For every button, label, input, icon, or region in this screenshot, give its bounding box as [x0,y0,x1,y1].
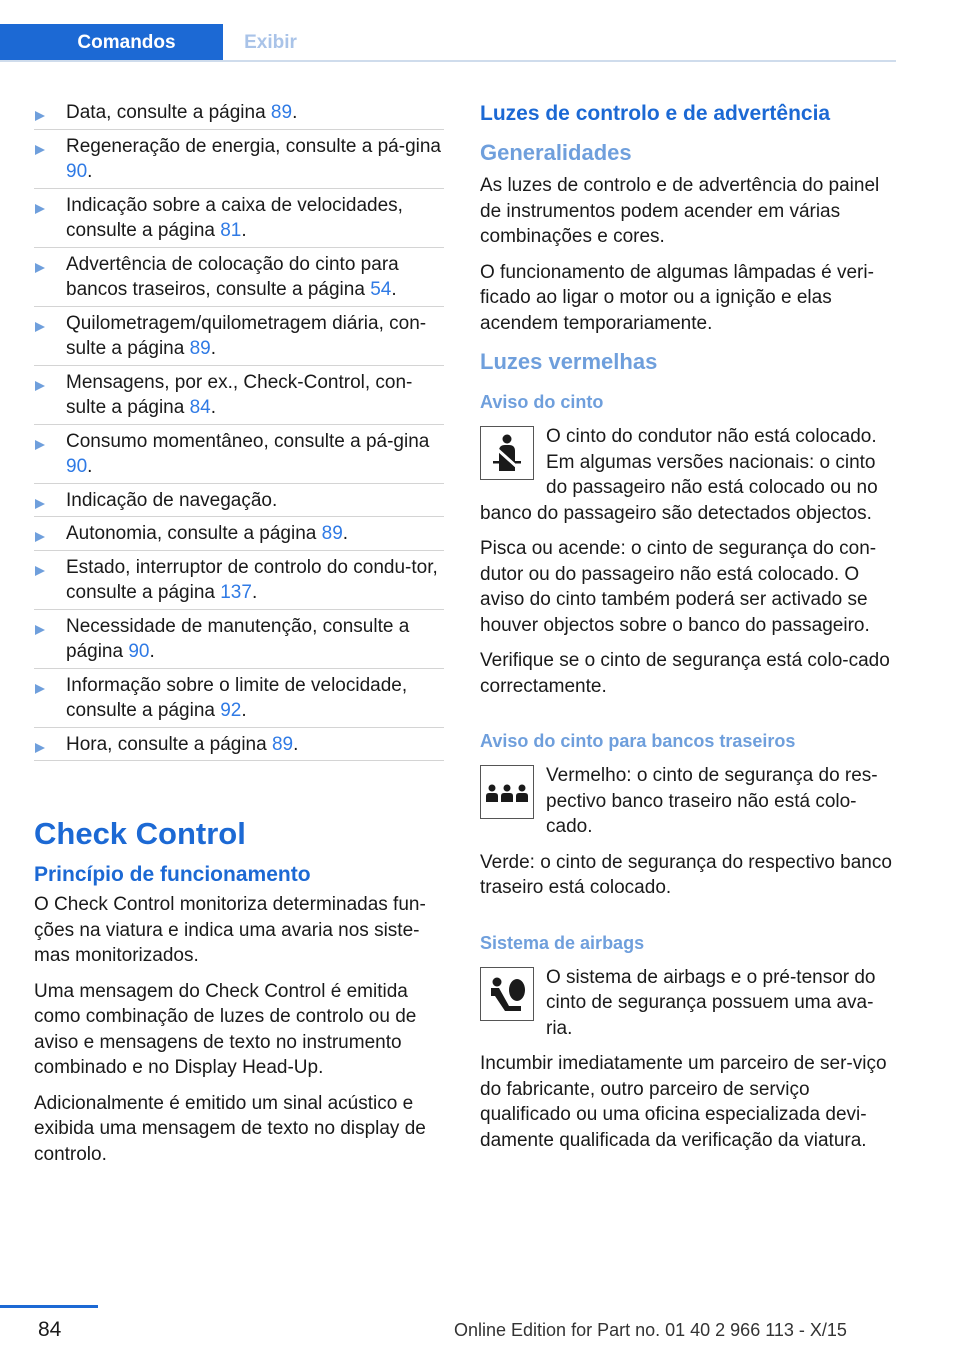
list-item [34,134,444,185]
display-items-list [34,100,444,757]
belt-warning-block [480,424,896,536]
list-item-text: Data, consulte a página [66,102,271,123]
list-item [34,673,444,724]
list-item-tail: . [293,733,299,755]
page-link[interactable]: 90 [66,456,88,477]
section-subtitle: Princípio de funcionamento [34,863,311,886]
page-link[interactable]: 90 [66,161,88,182]
list-item-text: Consumo momentâneo, consulte a pá-gina [66,430,430,452]
section-title: Luzes de controlo e de advertência [480,102,831,125]
list-item [34,252,444,303]
list-item [34,555,444,606]
list-item-text: Autonomia, consulte a página [66,523,322,544]
page-link[interactable]: 84 [189,397,211,418]
list-item-text: Indicação sobre a caixa de velocidades, consulte a página [66,194,403,241]
paragraph: As luzes de controlo e de advertência do painel de instrumentos podem acender em várias combinações e cores. [480,175,880,247]
rear-belt-block [480,763,896,850]
paragraph: O funcionamento de algumas lâmpadas é veri-ficado ao ligar o motor ou a ignição e elas acendem temporariamente. [480,261,874,334]
list-item-tail: . [87,161,93,182]
list-item-text: Estado, interruptor de controlo do condu-tor, consulte a página [66,556,438,603]
list-item-tail: . [87,456,93,477]
list-item-tail: . [149,641,155,662]
list-item-text: Indicação de navegação. [66,489,278,511]
list-item [34,614,444,665]
list-item-text: Necessidade de manutenção, consulte a página [66,615,410,662]
item-heading: Aviso do cinto [480,392,604,412]
paragraph: Adicionalmente é emitido um sinal acústico e exibida uma mensagem de texto no display de controlo. [34,1092,426,1165]
list-item-tail: . [241,700,247,721]
rear-seats-icon [480,765,534,819]
page-link[interactable]: 89 [321,523,343,544]
page-link[interactable]: 89 [189,338,211,359]
header-rule [0,60,896,62]
list-item-text: Hora, consulte a página [66,733,272,755]
tab-comandos[interactable]: Comandos [0,24,223,62]
list-item [34,488,444,514]
left-column [34,100,444,1177]
list-item-tail: . [210,397,217,418]
list-item-text: Quilometragem/quilometragem diária, con-sulte a página [66,312,427,359]
item-heading: Aviso do cinto para bancos traseiros [480,731,796,751]
subsection-heading: Luzes vermelhas [480,349,658,374]
paragraph: Uma mensagem do Check Control é emitida como combinação de luzes de controlo ou de aviso e mensagens de texto no instrumento combinado e no Display Head-Up. [34,980,417,1078]
list-item-tail: . [342,523,349,544]
item-heading: Sistema de airbags [480,932,645,953]
right-column [480,100,896,1163]
page-link[interactable]: 90 [128,641,150,662]
paragraph: Pisca ou acende: o cinto de segurança do con-dutor ou do passageiro não está colocado. O aviso do cinto também poderá ser activado se houver objectos sobre o banco do passageiro. [480,538,877,636]
page-link[interactable]: 92 [220,700,242,721]
list-item-tail: . [391,279,397,300]
page-number: 84 [38,1318,62,1341]
list-item-tail: . [241,220,247,241]
seatbelt-warning-icon [480,426,534,480]
tab-exibir[interactable]: Exibir [244,32,297,53]
paragraph: O cinto do condutor não está colocado. Em algumas versões nacionais: o cinto do passageiro não está colocado ou no banco do passageiro são detectados objectos. [480,426,878,524]
page-link[interactable]: 89 [271,733,294,755]
list-item-text: Regeneração de energia, consulte a pá-gina [66,135,441,157]
list-item [34,732,444,758]
subsection-heading: Generalidades [480,140,632,165]
list-item-text: Mensagens, por ex., Check-Control, con-sulte a página [66,371,413,418]
paragraph: Incumbir imediatamente um parceiro de ser-viço do fabricante, outro parceiro de serviço qualificado ou uma oficina especializada devi-damente qualificada da verificação da viatura. [480,1053,887,1151]
list-item [34,100,444,126]
paragraph: Verde: o cinto de segurança do respectivo banco traseiro está colocado. [480,851,892,898]
page-link[interactable]: 89 [270,102,293,123]
list-item-tail: . [210,338,217,359]
page-link[interactable]: 137 [220,582,252,603]
paragraph: O sistema de airbags e o pré-tensor do cinto de segurança possuem uma ava-ria. [546,966,876,1039]
list-item [34,311,444,362]
edition-note: Online Edition for Part no. 01 40 2 966 113 - X/15 [454,1320,847,1340]
list-item-tail: . [292,102,298,123]
list-item-tail: . [251,582,258,603]
paragraph: O Check Control monitoriza determinadas fun-ções na viatura e indica uma avaria nos siste-mas monitorizados. [34,894,426,966]
list-item-text: Informação sobre o limite de velocidade, consulte a página [66,674,408,721]
paragraph: Vermelho: o cinto de segurança do res-pectivo banco traseiro não está colo-cado. [546,765,878,837]
header-tabs [0,24,896,62]
page-link[interactable]: 81 [220,220,242,241]
list-item [34,521,444,547]
airbag-icon [480,967,534,1021]
list-item-text: Advertência de colocação do cinto para bancos traseiros, consulte a página [66,253,399,300]
list-item [34,429,444,480]
footer-rule [0,1305,98,1308]
airbag-block [480,965,896,1052]
section-title: Check Control [34,816,246,851]
list-item [34,193,444,244]
paragraph: Verifique se o cinto de segurança está colo-cado correctamente. [480,650,890,697]
page-link[interactable]: 54 [370,279,392,300]
list-item [34,370,444,421]
